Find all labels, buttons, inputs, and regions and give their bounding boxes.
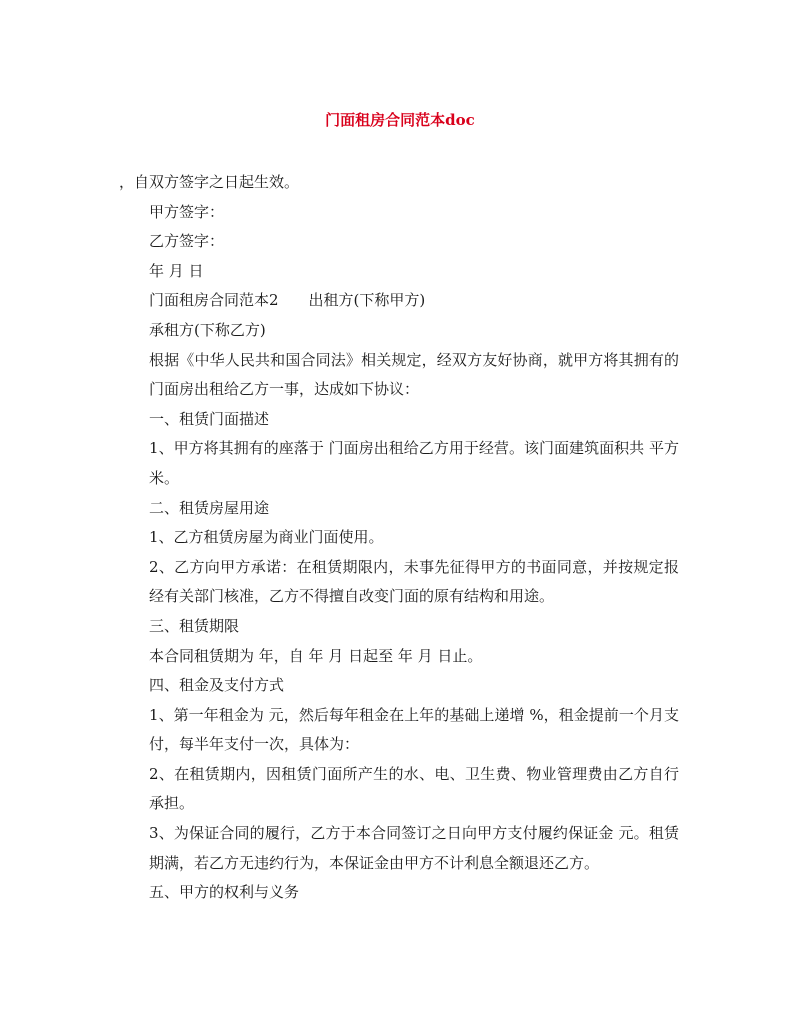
heading-section-5: 五、甲方的权利与义务 [149,883,300,902]
heading-section-4: 四、租金及支付方式 [149,676,285,695]
paragraph-4-1: 1、第一年租金为 元，然后每年租金在上年的基础上递增 %，租金提前一个月支付，每半年支付一次，具体为： [149,705,679,754]
paragraph-party-b-signature: 乙方签字： [149,232,225,251]
paragraph-1-1: 1、甲方将其拥有的座落于 门面房出租给乙方用于经营。该门面建筑面积共 平方米。 [149,439,679,487]
heading-section-3: 三、租赁期限 [149,616,240,635]
document-title: 门面租房合同范本doc [325,111,475,129]
paragraph-date-line: 年 月 日 [149,261,204,280]
document-body [119,168,679,908]
paragraph-preamble: 根据《中华人民共和国合同法》相关规定，经双方友好协商，就甲方将其拥有的门面房出租给乙方一事，达成如下协议： [149,350,679,399]
heading-section-1: 一、租赁门面描述 [149,409,270,428]
paragraph-2-2: 2、乙方向甲方承诺：在租赁期限内，未事先征得甲方的书面同意，并按规定报经有关部门核准，乙方不得擅自改变门面的原有结构和用途。 [149,557,679,606]
paragraph-lessee-label: 承租方(下称乙方) [149,320,266,339]
paragraph-party-a-signature: 甲方签字： [149,202,225,221]
paragraph-4-2: 2、在租赁期内，因租赁门面所产生的水、电、卫生费、物业管理费由乙方自行承担。 [149,764,679,813]
paragraph-3-term: 本合同租赁期为 年，自 年 月 日起至 年 月 日止。 [149,646,483,665]
lessor-label: 出租方(下称甲方) [308,291,426,310]
paragraph-2-1: 1、乙方租赁房屋为商业门面使用。 [149,528,384,547]
contract-title-2: 门面租房合同范本2 [149,291,279,310]
paragraph-4-3: 3、为保证合同的履行，乙方于本合同签订之日向甲方支付履约保证金 元。租赁期满，若乙方无违约行为，本保证金由甲方不计利息全额退还乙方。 [149,824,679,872]
paragraph-effective-clause: ，自双方签字之日起生效。 [119,173,300,191]
paragraph-contract-heading-2 [119,286,679,316]
heading-section-2: 二、租赁房屋用途 [149,498,270,517]
